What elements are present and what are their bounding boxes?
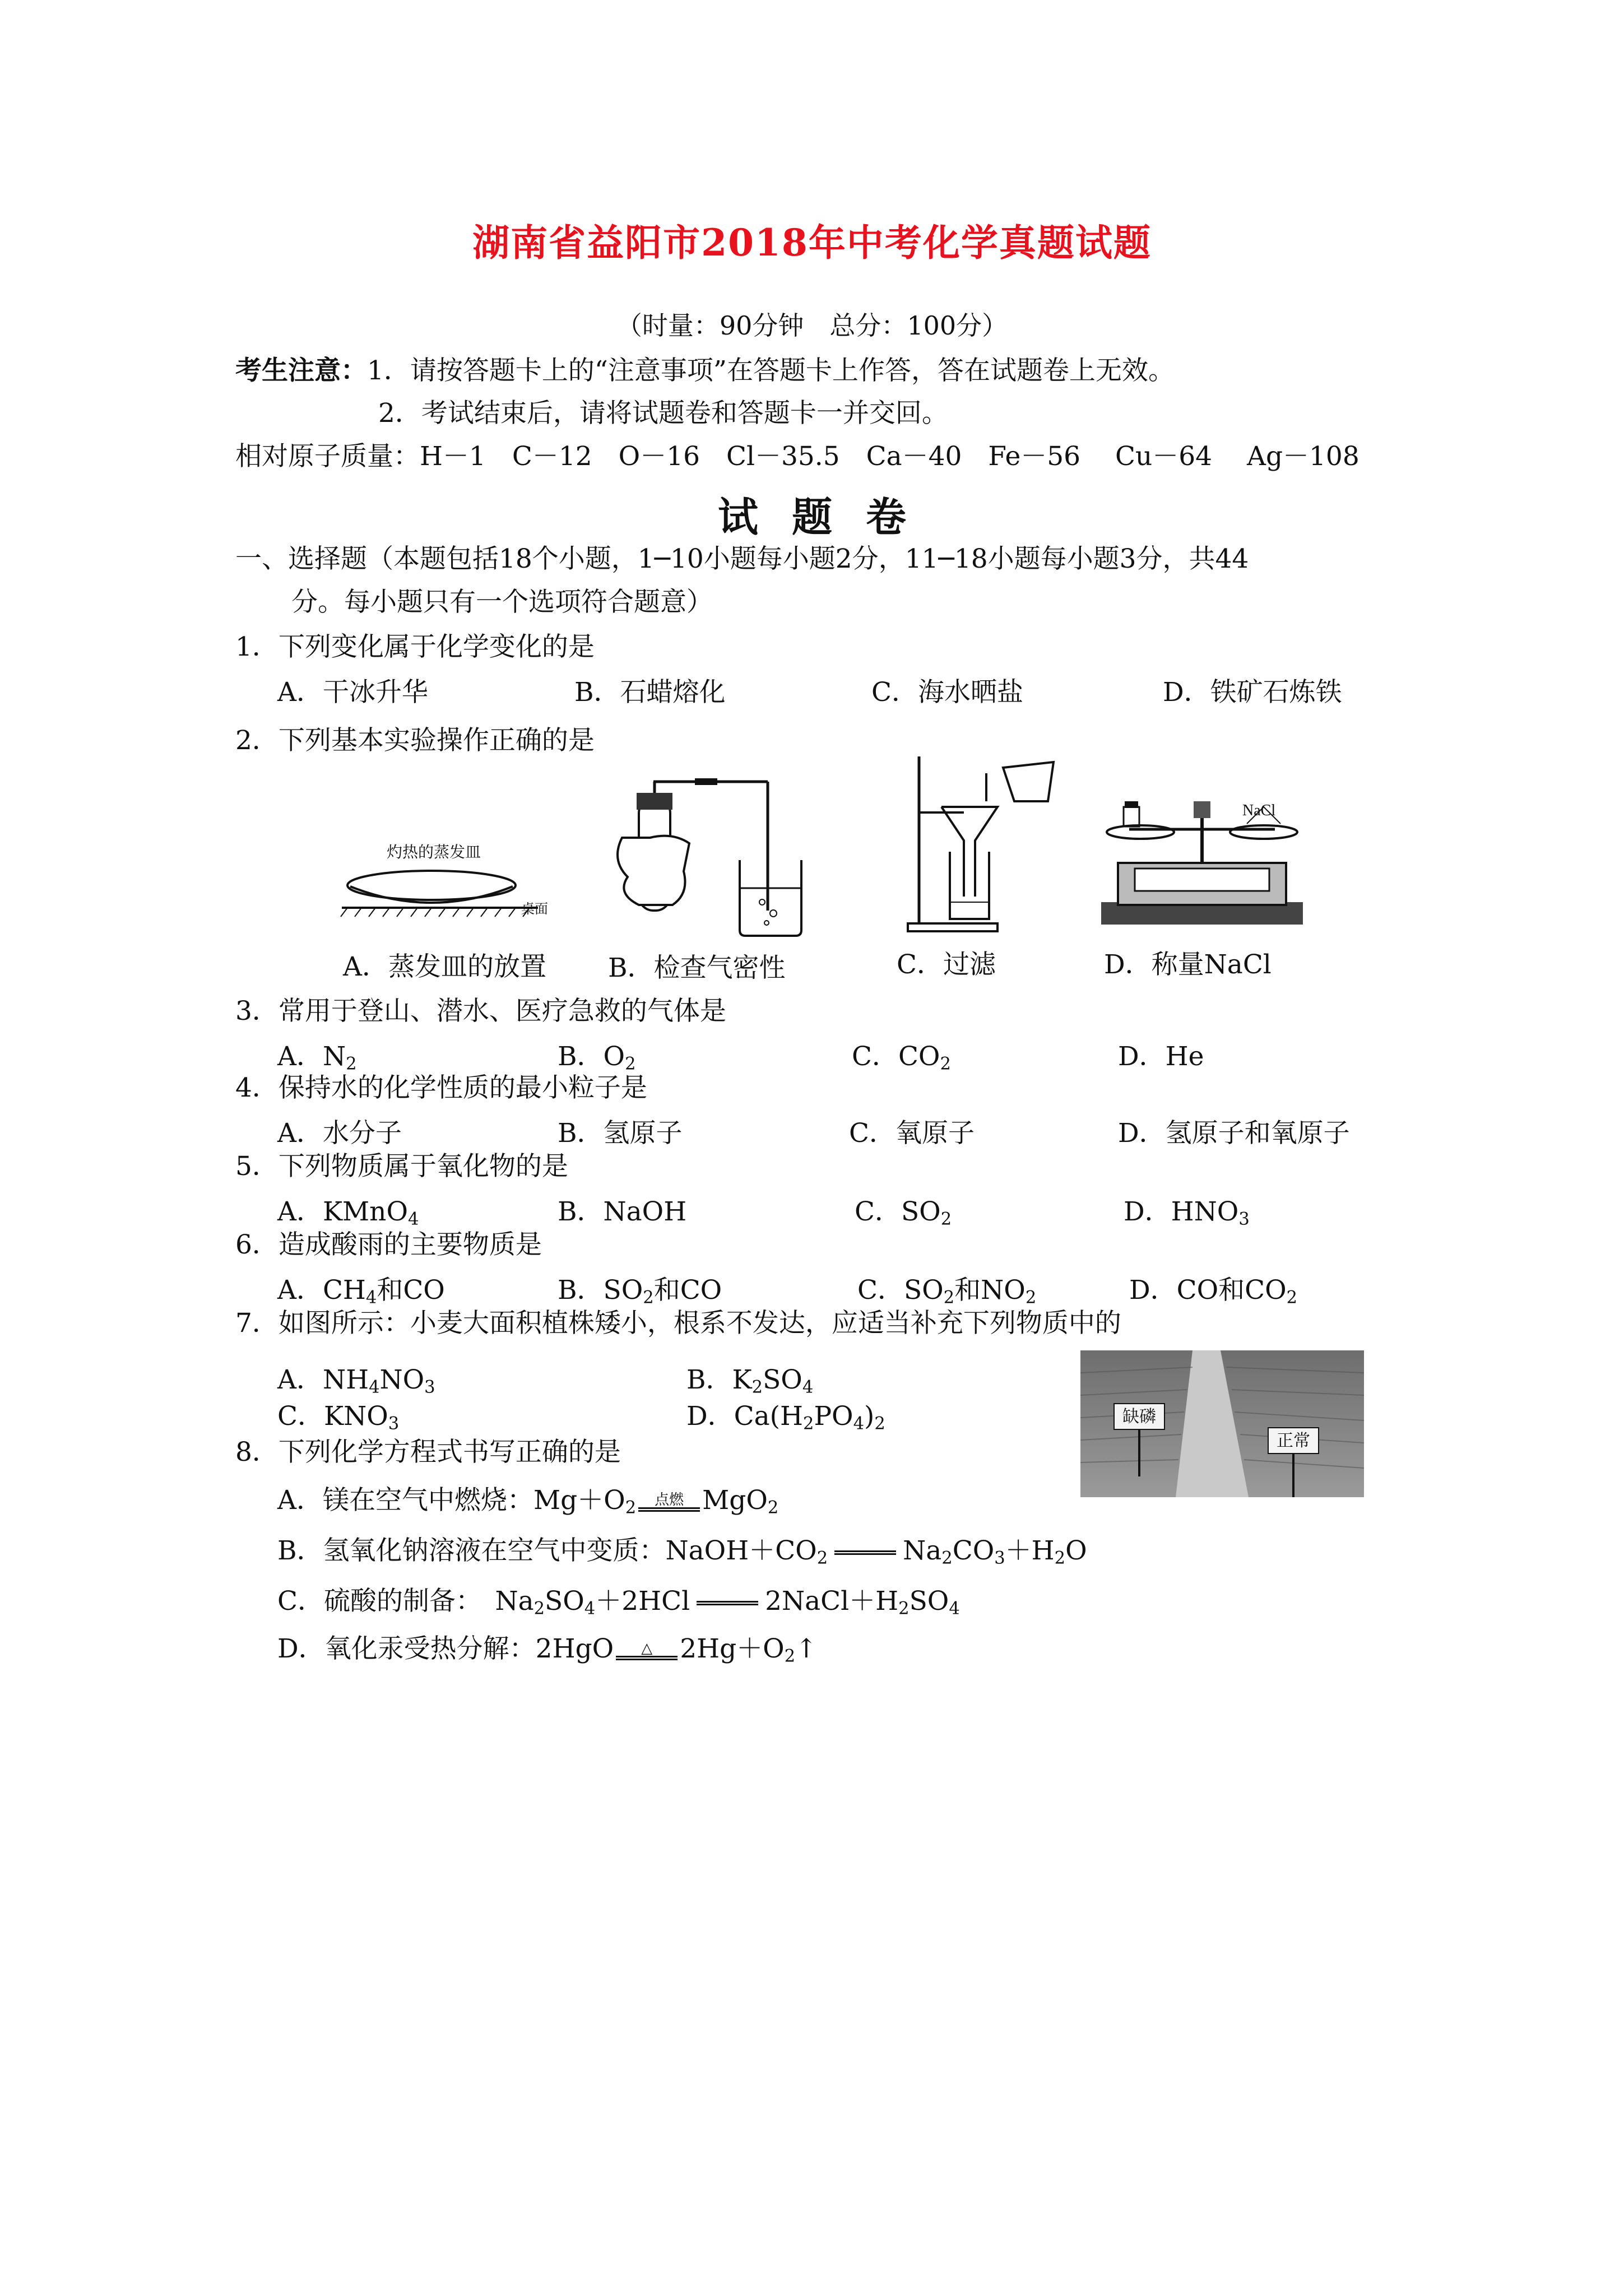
q4-option-c: C．氧原子	[849, 1118, 975, 1149]
q8-option-d: D．氧化汞受热分解：2HgO △ $2Hg+O_2↑$	[277, 1633, 818, 1666]
q1-option-b: B．石蜡熔化	[574, 677, 726, 708]
q2-option-a: A．蒸发皿的放置	[343, 951, 546, 982]
q3-stem: 3．常用于登山、潜水、医疗急救的气体是	[235, 996, 726, 1027]
q4-option-a: A．水分子	[277, 1118, 402, 1149]
q8-stem: 8．下列化学方程式书写正确的是	[235, 1437, 621, 1468]
q3-option-a: A．$N_2$	[277, 1041, 357, 1074]
q8-option-c: C．硫酸的制备： $Na_2SO_4+2HCl$ $2NaCl+H_2SO_4$	[277, 1586, 960, 1619]
section-intro-2: 分。每小题只有一个选项符合题意）	[291, 587, 713, 617]
sign-left: 缺磷	[1122, 1407, 1156, 1427]
q6-stem: 6．造成酸雨的主要物质是	[235, 1229, 542, 1260]
q4-option-d: D．氢原子和氧原子	[1118, 1118, 1350, 1149]
airtightness-figure	[605, 776, 807, 939]
q2-option-d: D．称量NaCl	[1104, 949, 1272, 980]
q5-option-c: C．$SO_2$	[855, 1196, 952, 1229]
balance-figure	[1096, 790, 1309, 930]
wheat-field-photo	[1080, 1350, 1364, 1497]
q8-option-a: A．镁在空气中燃烧：$Mg+O_2$ 点燃 MgO$_2$	[277, 1485, 779, 1518]
atomic-mass-line: 相对原子质量：H－1 C－12 O－16 Cl－35.5 Ca－40 Fe－56 Cu－64 Ag－108	[235, 441, 1359, 472]
q7-option-d: D．$Ca(H_2PO_4)_2$	[686, 1401, 885, 1434]
q5-option-d: D．$HNO_3$	[1124, 1196, 1250, 1229]
q4-stem: 4．保持水的化学性质的最小粒子是	[235, 1072, 647, 1103]
exam-info: （时量：90分钟 总分：100分）	[616, 310, 1008, 341]
q4-option-b: B．氢原子	[558, 1118, 683, 1149]
q6-option-a: A．$CH_4$和CO	[277, 1275, 445, 1308]
fig-d-label: NaCl	[1242, 802, 1276, 819]
notice-label: 考生注意：	[235, 355, 367, 386]
q6-option-c: C．$SO_2$和$NO_2$	[857, 1275, 1037, 1308]
q3-option-d: D．He	[1118, 1041, 1204, 1072]
sign-right: 正常	[1277, 1431, 1310, 1451]
q6-option-b: B．$SO_2$和CO	[558, 1275, 722, 1308]
q7-option-c: C．$KNO_3$	[277, 1401, 400, 1434]
q1-option-d: D．铁矿石炼铁	[1163, 677, 1342, 708]
q1-option-c: C．海水晒盐	[871, 677, 1023, 708]
wheat-field-image	[1080, 1350, 1364, 1497]
q1-option-a: A．干冰升华	[277, 677, 428, 708]
reaction-condition-heat: △	[616, 1641, 678, 1660]
evaporating-dish-figure	[336, 835, 572, 936]
filtration-figure	[902, 745, 1070, 936]
q5-option-a: A．KMnO$_4$	[277, 1196, 419, 1229]
q5-option-b: B．NaOH	[558, 1196, 687, 1227]
q1-stem: 1．下列变化属于化学变化的是	[235, 631, 595, 662]
q7-option-a: A．$NH_4NO_3$	[277, 1364, 435, 1397]
notice-text-1: 1．请按答题卡上的“注意事项”在答题卡上作答，答在试题卷上无效。	[367, 355, 1175, 386]
gas-arrow-icon: ↑	[795, 1633, 818, 1664]
q7-option-b: B．$K_2SO_4$	[686, 1364, 814, 1397]
notice-text-2: 2．考试结束后，请将试题卷和答题卡一并交回。	[378, 398, 948, 429]
q8-option-b: B．氢氧化钠溶液在空气中变质：$NaOH+CO_2$ $Na_2CO_3+H_2O$	[277, 1535, 1087, 1568]
section-intro-1: 一、选择题（本题包括18个小题，1─10小题每小题2分，11─18小题每小题3分，共44	[235, 544, 1249, 574]
q6-option-d: D．CO和$CO_2$	[1129, 1275, 1298, 1308]
q2-stem: 2．下列基本实验操作正确的是	[235, 725, 595, 756]
fig-a-surface: 桌面	[521, 901, 548, 917]
q3-option-b: B．$O_2$	[558, 1041, 636, 1074]
notice-line-1	[235, 354, 1175, 388]
q5-stem: 5．下列物质属于氧化物的是	[235, 1151, 568, 1182]
q2-option-b: B．检查气密性	[608, 953, 786, 983]
section-title: 试题卷	[717, 493, 940, 541]
q3-option-c: C．$CO_2$	[852, 1041, 951, 1074]
reaction-condition-fire: 点燃	[638, 1493, 700, 1512]
page-title: 湖南省益阳市2018年中考化学真题试题	[472, 221, 1152, 264]
fig-a-label: 灼热的蒸发皿	[387, 843, 481, 861]
q2-option-c: C．过滤	[897, 949, 996, 980]
q7-stem: 7．如图所示：小麦大面积植株矮小，根系不发达，应适当补充下列物质中的	[235, 1308, 1121, 1339]
